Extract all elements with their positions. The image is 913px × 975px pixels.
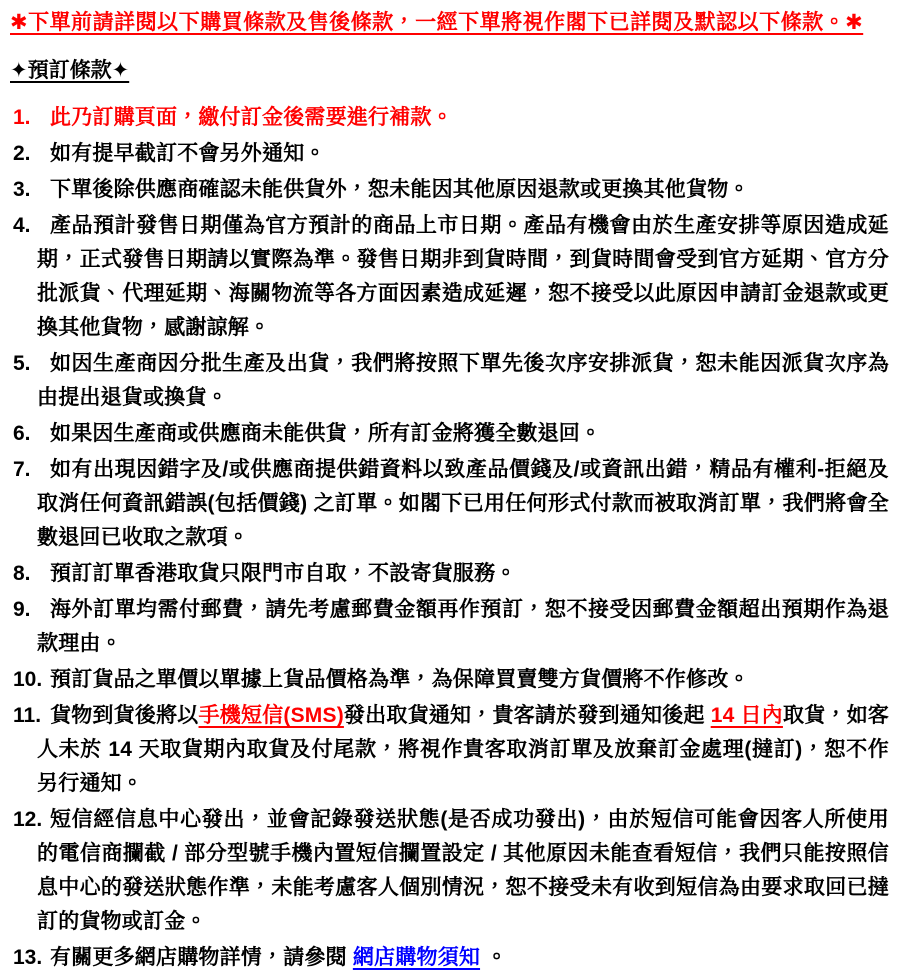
term-number: 3. (13, 178, 31, 201)
term-text-segment: 預訂訂單香港取貨只限門市自取，不設寄貨服務。 (50, 562, 517, 585)
term-number: 9. (13, 598, 31, 621)
term-text-segment: 海外訂單均需付郵費，請先考慮郵費金額再作預訂，恕不接受因郵費金額超出預期作為退款理由。 (37, 598, 889, 655)
pre-order-warning-banner: ✱下單前請詳閱以下購買條款及售後條款，一經下單將視作閣下已詳閱及默認以下條款。✱ (10, 11, 864, 34)
term-text (37, 101, 889, 135)
term-text-segment: 。 (480, 946, 508, 969)
term-text-segment: 如因生產商因分批生產及出貨，我們將按照下單先後次序安排派貨，恕未能因派貨次序為由提出退貨或換貨。 (37, 352, 889, 409)
term-text-segment: 如果因生產商或供應商未能供貨，所有訂金將獲全數退回。 (50, 422, 602, 445)
term-text-segment: 此乃訂購頁面，繳付訂金後需要進行補款。 (50, 106, 453, 129)
term-text-segment: 產品預計發售日期僅為官方預計的商品上市日期。產品有機會由於生產安排等原因造成延期，正式發售日期請以實際為準。發售日期非到貨時間，到貨時間會受到官方延期、官方分批派貨、代理延期、海關物流等各方面因素造成延遲，恕不接受以此原因申請訂金退款或更換其他貨物，感謝諒解。 (37, 214, 889, 339)
term-item-10 (10, 663, 889, 697)
term-text (37, 699, 889, 801)
term-number: 10. (13, 668, 43, 691)
terms-list (10, 101, 889, 975)
red-underline-emphasis: 手機短信(SMS) (198, 704, 344, 727)
term-text-segment: 貨物到貨後將以 (50, 704, 199, 727)
red-underline-emphasis: 14 日內 (710, 704, 783, 727)
term-number: 4. (13, 214, 31, 237)
term-item-3 (10, 173, 889, 207)
term-number: 7. (13, 458, 31, 481)
term-text (37, 557, 889, 591)
term-text-segment: 預訂貨品之單價以單據上貨品價格為準，為保障買賣雙方貨價將不作修改。 (50, 668, 750, 691)
term-text (37, 209, 889, 345)
term-number: 13. (13, 946, 43, 969)
term-number: 6. (13, 422, 31, 445)
term-number: 1. (13, 106, 31, 129)
term-item-4 (10, 209, 889, 345)
term-item-13 (10, 941, 889, 975)
term-number: 5. (13, 352, 31, 375)
term-text (37, 417, 889, 451)
term-text (37, 453, 889, 555)
term-item-11 (10, 699, 889, 801)
term-number: 11. (13, 704, 42, 727)
term-text (37, 941, 889, 975)
term-text-segment: 取貨，如客人未於 14 天取貨期內取貨及付尾款，將視作貴客取消訂單及放棄訂金處理(撻訂)，恕不作另行通知。 (37, 704, 890, 795)
term-number: 12. (13, 808, 43, 831)
term-text (37, 663, 889, 697)
term-item-1 (10, 101, 889, 135)
term-item-5 (10, 347, 889, 415)
term-number: 2. (13, 142, 31, 165)
term-item-7 (10, 453, 889, 555)
term-item-2 (10, 137, 889, 171)
term-item-9 (10, 593, 889, 661)
term-item-8 (10, 557, 889, 591)
term-text-segment: 發出取貨通知，貴客請於發到通知後起 (343, 704, 711, 727)
term-item-6 (10, 417, 889, 451)
term-text-segment: 如有提早截訂不會另外通知。 (50, 142, 326, 165)
term-text (37, 803, 889, 939)
term-text (37, 173, 889, 207)
term-item-12 (10, 803, 889, 939)
term-text-segment: 如有出現因錯字及/或供應商提供錯資料以致產品價錢及/或資訊出錯，精品有權利-拒絕及取消任何資訊錯誤(包括價錢) 之訂單。如閣下已用任何形式付款而被取消訂單，我們將會全數退回已收取之款項。 (37, 458, 889, 549)
term-text (37, 347, 889, 415)
term-number: 8. (13, 562, 31, 585)
term-text-segment: 下單後除供應商確認未能供貨外，恕未能因其他原因退款或更換其他貨物。 (50, 178, 750, 201)
store-shopping-guide-link[interactable]: 網店購物須知 (352, 946, 481, 969)
term-text (37, 137, 889, 171)
term-text-segment: 有關更多網店購物詳情，請參閱 (50, 946, 353, 969)
term-text-segment: 短信經信息中心發出，並會記錄發送狀態(是否成功發出)，由於短信可能會因客人所使用的電信商攔截 / 部分型號手機內置短信攔置設定 / 其他原因未能查看短信，我們只能按照信息中心的發送狀態作準，未能考慮客人個別情況，恕不接受未有收到短信為由要求取回已撻訂的貨物或訂金。 (37, 808, 889, 933)
term-text (37, 593, 889, 661)
section-heading-preorder-terms: ✦預訂條款✦ (10, 59, 130, 82)
